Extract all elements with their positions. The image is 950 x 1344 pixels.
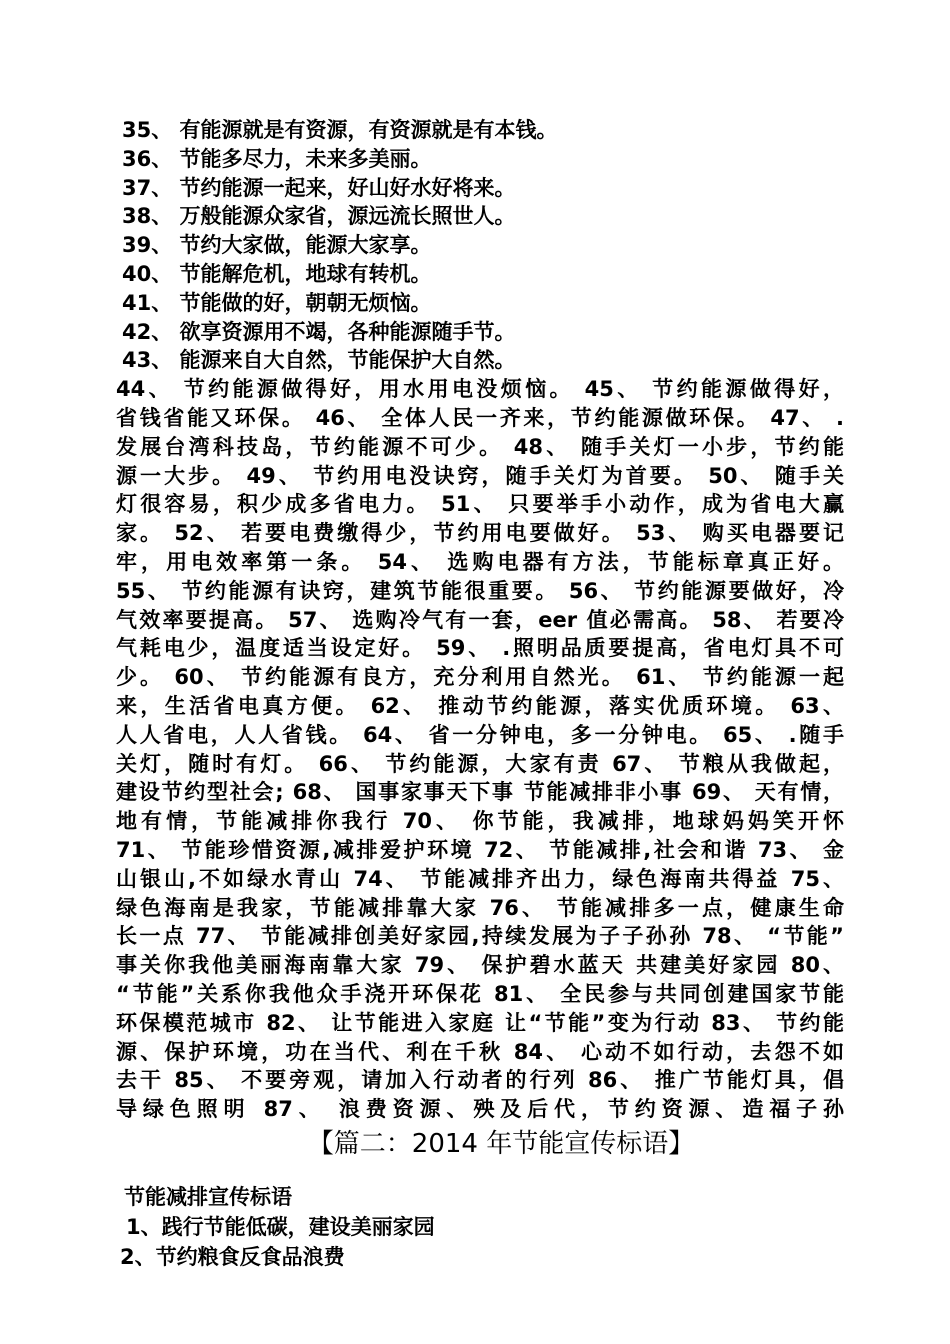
list-item: 38、 万般能源众家省，源远流长照世人。 bbox=[122, 204, 516, 229]
section-title: 【篇二：2014 年节能宣传标语】 bbox=[307, 1128, 695, 1159]
paragraph-line: 源、保护环境，功在当代、利在千秋 84、 心动不如行动，去怨不如 bbox=[116, 1039, 844, 1064]
paragraph-line: 事关你我他美丽海南靠大家 79、 保护碧水蓝天 共建美好家园 80、 bbox=[116, 953, 844, 978]
paragraph-line: 71、 节能珍惜资源,减排爱护环境 72、 节能减排,社会和谐 73、 金 bbox=[116, 837, 844, 862]
list-item: 43、 能源来自大自然，节能保护大自然。 bbox=[122, 348, 516, 373]
slogan-paragraph bbox=[116, 375, 844, 1124]
list-item: 40、 节能解危机，地球有转机。 bbox=[122, 261, 432, 286]
paragraph-line: 气耗电少，温度适当设定好。 59、 .照明品质要提高，省电灯具不可 bbox=[116, 636, 844, 661]
paragraph-line: 长一点 77、 节能减排创美好家园,持续发展为子子孙孙 78、 “节能” bbox=[116, 924, 844, 949]
sub-title: 节能减排宣传标语 bbox=[124, 1184, 292, 1209]
paragraph-line: 牢，用电效率第一条。 54、 选购电器有方法，节能标章真正好。 bbox=[116, 549, 844, 574]
paragraph-line: 去干 85、 不要旁观，请加入行动者的行列 86、 推广节能灯具，倡 bbox=[116, 1068, 844, 1093]
paragraph-line: 人人省电，人人省钱。 64、 省一分钟电，多一分钟电。 65、 .随手 bbox=[116, 722, 844, 747]
list-item: 37、 节约能源一起来，好山好水好将来。 bbox=[122, 175, 516, 200]
paragraph-line: 55、 节约能源有诀窍，建筑节能很重要。 56、 节约能源要做好，冷 bbox=[116, 578, 844, 603]
paragraph-line: 44、 节约能源做得好，用水用电没烦恼。 45、 节约能源做得好， bbox=[116, 377, 844, 402]
sub-item: 2、节约粮食反食品浪费 bbox=[120, 1244, 345, 1269]
paragraph-line: 气效率要提高。 57、 选购冷气有一套，eer 值必需高。 58、 若要冷 bbox=[116, 607, 844, 632]
document-page bbox=[116, 116, 844, 1272]
paragraph-line: 来，生活省电真方便。 62、 推动节约能源，落实优质环境。 63、 bbox=[116, 693, 844, 718]
list-item: 41、 节能做的好，朝朝无烦恼。 bbox=[122, 290, 432, 315]
paragraph-line: 发展台湾科技岛，节约能源不可少。 48、 随手关灯一小步，节约能 bbox=[116, 434, 844, 459]
sub-item: 1、践行节能低碳，建设美丽家园 bbox=[126, 1214, 435, 1239]
list-item: 35、 有能源就是有资源，有资源就是有本钱。 bbox=[122, 118, 558, 142]
paragraph-line: 建设节约型社会; 68、 国事家事天下事 节能减排非小事 69、 天有情， bbox=[116, 780, 844, 805]
paragraph-line: 关灯，随时有灯。 66、 节约能源，大家有责 67、 节粮从我做起， bbox=[116, 751, 844, 776]
paragraph-line: “节能”关系你我他众手浇开环保花 81、 全民参与共同创建国家节能 bbox=[116, 981, 844, 1006]
paragraph-line: 山银山,不如绿水青山 74、 节能减排齐出力，绿色海南共得益 75、 bbox=[116, 866, 844, 891]
paragraph-line: 源一大步。 49、 节约用电没诀窍，随手关灯为首要。 50、 随手关 bbox=[116, 463, 844, 488]
slogan-list bbox=[116, 116, 844, 375]
paragraph-line: 省钱省能又环保。 46、 全体人民一齐来，节约能源做环保。 47、 . bbox=[116, 405, 844, 430]
paragraph-line: 地有情，节能减排你我行 70、 你节能，我减排，地球妈妈笑开怀 bbox=[116, 809, 844, 834]
list-item: 39、 节约大家做，能源大家享。 bbox=[122, 233, 432, 258]
paragraph-line: 少。 60、 节约能源有良方，充分利用自然光。 61、 节约能源一起 bbox=[116, 665, 844, 690]
list-item: 36、 节能多尽力，未来多美丽。 bbox=[122, 146, 432, 171]
paragraph-line: 灯很容易，积少成多省电力。 51、 只要举手小动作，成为省电大赢 bbox=[116, 492, 844, 517]
paragraph-line: 绿色海南是我家，节能减排靠大家 76、 节能减排多一点，健康生命 bbox=[116, 895, 844, 920]
paragraph-line: 导绿色照明 87、 浪费资源、殃及后代，节约资源、造福子孙 bbox=[116, 1097, 844, 1122]
paragraph-line: 环保模范城市 82、 让节能进入家庭 让“节能”变为行动 83、 节约能 bbox=[116, 1010, 844, 1035]
paragraph-line: 家。 52、 若要电费缴得少，节约用电要做好。 53、 购买电器要记 bbox=[116, 521, 844, 546]
list-item: 42、 欲享资源用不竭，各种能源随手节。 bbox=[122, 319, 516, 344]
